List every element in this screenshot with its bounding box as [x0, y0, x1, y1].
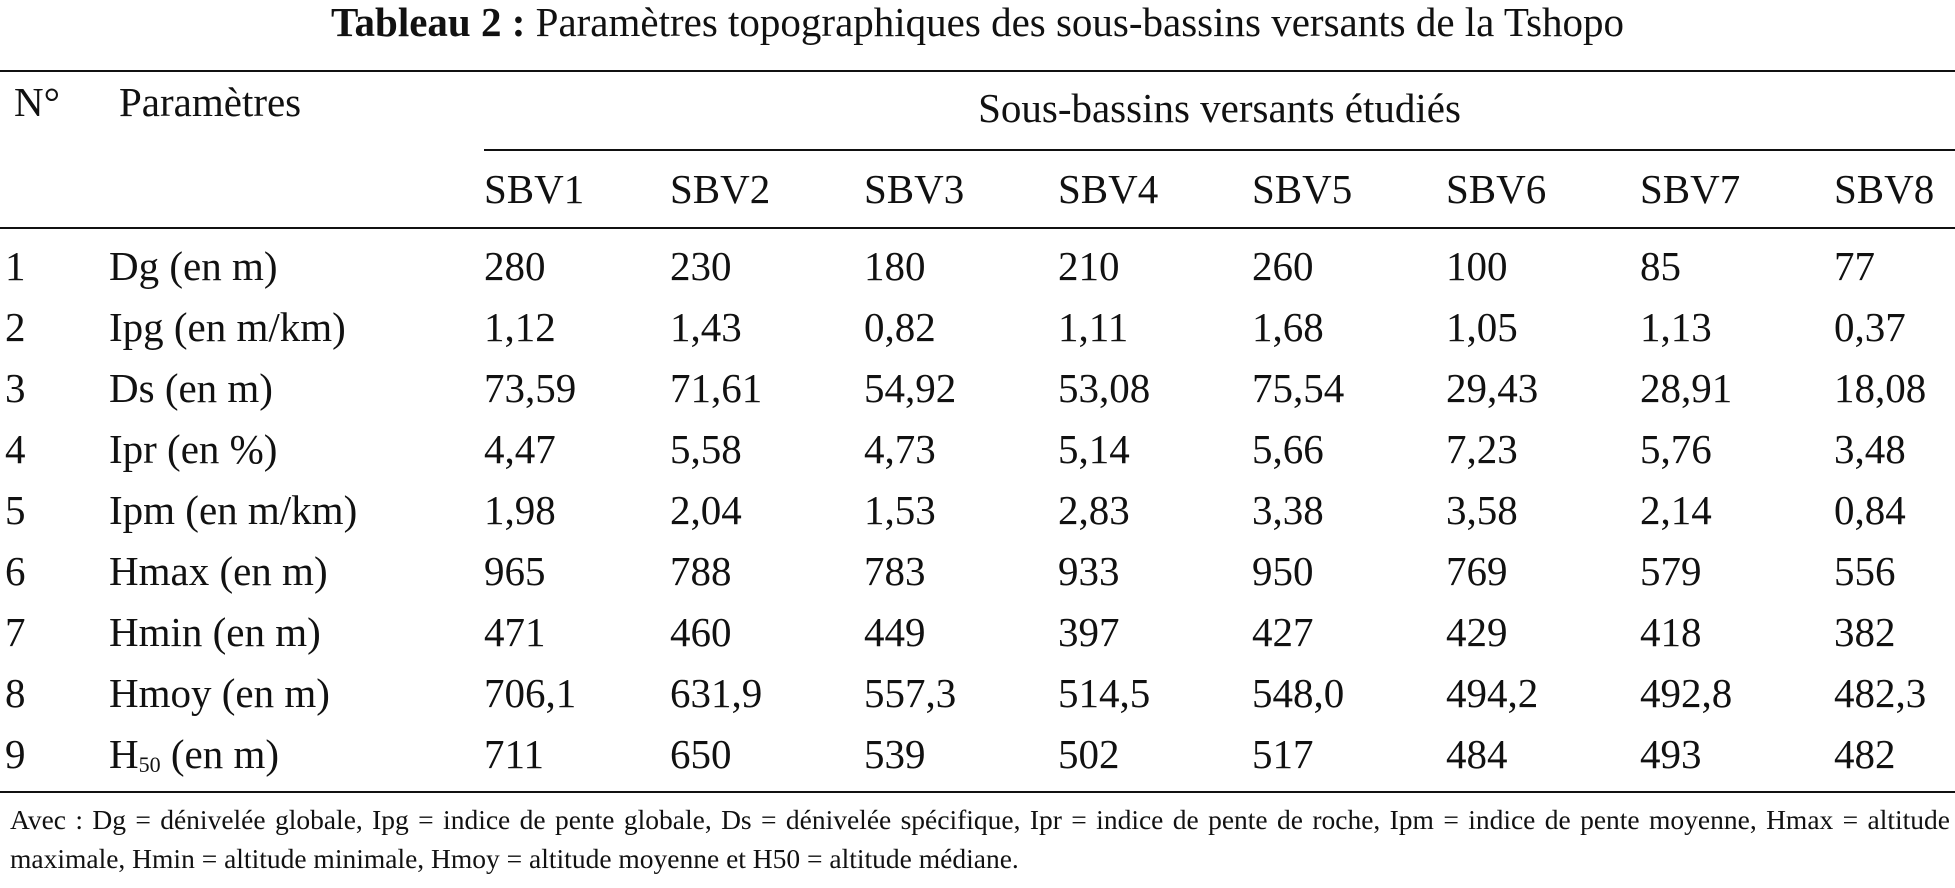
- cell-sbv6: 769: [1446, 548, 1508, 594]
- cell-sbv8: 556: [1834, 548, 1896, 594]
- row-parameter: Ds (en m): [109, 365, 273, 411]
- cell-sbv3: 54,92: [864, 365, 957, 411]
- row-parameter: [109, 732, 279, 787]
- row-number: 8: [5, 670, 26, 716]
- cell-sbv6: 100: [1446, 243, 1508, 289]
- cell-sbv6: 3,58: [1446, 487, 1518, 533]
- cell-sbv8: 382: [1834, 609, 1896, 655]
- row-number: 2: [5, 304, 26, 350]
- cell-sbv8: 77: [1834, 243, 1875, 289]
- cell-sbv5: 1,68: [1252, 304, 1324, 350]
- header-group-subbasins: Sous-bassins versants étudiés: [978, 85, 1461, 131]
- cell-sbv6: 494,2: [1446, 670, 1539, 716]
- row-parameter: Ipg (en m/km): [109, 304, 346, 350]
- cell-sbv3: 0,82: [864, 304, 936, 350]
- row-number: 5: [5, 487, 26, 533]
- row-number: 6: [5, 548, 26, 594]
- cell-sbv7: 5,76: [1640, 426, 1712, 472]
- cell-sbv2: 788: [670, 548, 732, 594]
- header-parameters: Paramètres: [119, 79, 302, 125]
- cell-sbv6: 29,43: [1446, 365, 1539, 411]
- row-parameter: Hmin (en m): [109, 609, 321, 655]
- cell-sbv4: 2,83: [1058, 487, 1130, 533]
- row-parameter-subscript: 50: [138, 752, 161, 777]
- cell-sbv4: 933: [1058, 548, 1120, 594]
- cell-sbv2: 460: [670, 609, 732, 655]
- cell-sbv1: 706,1: [484, 670, 577, 716]
- row-parameter-main: H: [109, 731, 139, 777]
- cell-sbv5: 75,54: [1252, 365, 1345, 411]
- table-top-rule: [0, 70, 1955, 72]
- row-number: 3: [5, 365, 26, 411]
- cell-sbv1: 711: [484, 731, 544, 777]
- cell-sbv7: 493: [1640, 731, 1702, 777]
- column-header-sbv8: SBV8: [1834, 166, 1935, 212]
- cell-sbv4: 397: [1058, 609, 1120, 655]
- cell-sbv4: 502: [1058, 731, 1120, 777]
- table-row: [0, 602, 1955, 663]
- cell-sbv8: 0,37: [1834, 304, 1906, 350]
- row-number: 7: [5, 609, 26, 655]
- row-number: 1: [5, 243, 26, 289]
- cell-sbv3: 539: [864, 731, 926, 777]
- cell-sbv1: 1,12: [484, 304, 556, 350]
- cell-sbv7: 85: [1640, 243, 1681, 289]
- column-header-sbv2: SBV2: [670, 166, 771, 212]
- cell-sbv1: 1,98: [484, 487, 556, 533]
- cell-sbv2: 650: [670, 731, 732, 777]
- cell-sbv7: 579: [1640, 548, 1702, 594]
- column-header-sbv1: SBV1: [484, 166, 585, 212]
- cell-sbv2: 71,61: [670, 365, 763, 411]
- table-caption-text: Paramètres topographiques des sous-bassins versants de la Tshopo: [535, 0, 1625, 45]
- cell-sbv3: 180: [864, 243, 926, 289]
- cell-sbv8: 3,48: [1834, 426, 1906, 472]
- cell-sbv2: 1,43: [670, 304, 742, 350]
- cell-sbv8: 18,08: [1834, 365, 1927, 411]
- column-header-sbv7: SBV7: [1640, 166, 1741, 212]
- cell-sbv4: 5,14: [1058, 426, 1130, 472]
- cell-sbv2: 5,58: [670, 426, 742, 472]
- cell-sbv7: 2,14: [1640, 487, 1712, 533]
- cell-sbv3: 783: [864, 548, 926, 594]
- cell-sbv7: 1,13: [1640, 304, 1712, 350]
- row-parameter: Ipr (en %): [109, 426, 278, 472]
- cell-sbv8: 0,84: [1834, 487, 1906, 533]
- table-caption-label: Tableau 2 :: [330, 0, 526, 45]
- cell-sbv5: 260: [1252, 243, 1314, 289]
- cell-sbv6: 429: [1446, 609, 1508, 655]
- table-row: [0, 297, 1955, 358]
- row-parameter: Ipm (en m/km): [109, 487, 358, 533]
- table-row: [0, 541, 1955, 602]
- cell-sbv2: 230: [670, 243, 732, 289]
- cell-sbv3: 557,3: [864, 670, 957, 716]
- row-number: 9: [5, 731, 26, 777]
- row-parameter: Dg (en m): [109, 243, 278, 289]
- table-row: [0, 480, 1955, 541]
- cell-sbv1: 965: [484, 548, 546, 594]
- cell-sbv6: 1,05: [1446, 304, 1518, 350]
- cell-sbv1: 73,59: [484, 365, 577, 411]
- cell-sbv6: 484: [1446, 731, 1508, 777]
- table-footnote: Avec : Dg = dénivelée globale, Ipg = indice de pente globale, Ds = dénivelée spécifique, Ipr = indice de pente de roche, Ipm = indice de pente moyenne, Hmax = altitude maximale, Hmin = altitude minimale, Hmoy = altitude moyenne et H50 = altitude médiane.: [10, 804, 1950, 874]
- row-parameter-unit: (en m): [160, 731, 280, 777]
- table-row: [0, 663, 1955, 724]
- cell-sbv5: 950: [1252, 548, 1314, 594]
- header-columns-row: [0, 149, 1955, 210]
- cell-sbv7: 418: [1640, 609, 1702, 655]
- cell-sbv1: 471: [484, 609, 546, 655]
- table-row: [0, 724, 1955, 785]
- table-row: [0, 358, 1955, 419]
- header-bottom-rule: [0, 227, 1955, 229]
- cell-sbv6: 7,23: [1446, 426, 1518, 472]
- cell-sbv5: 3,38: [1252, 487, 1324, 533]
- cell-sbv5: 548,0: [1252, 670, 1345, 716]
- cell-sbv4: 210: [1058, 243, 1120, 289]
- cell-sbv4: 1,11: [1058, 304, 1129, 350]
- cell-sbv3: 449: [864, 609, 926, 655]
- column-header-sbv3: SBV3: [864, 166, 965, 212]
- cell-sbv5: 517: [1252, 731, 1314, 777]
- cell-sbv2: 631,9: [670, 670, 763, 716]
- cell-sbv7: 492,8: [1640, 670, 1733, 716]
- cell-sbv4: 53,08: [1058, 365, 1151, 411]
- cell-sbv5: 427: [1252, 609, 1314, 655]
- cell-sbv8: 482,3: [1834, 670, 1927, 716]
- column-header-sbv4: SBV4: [1058, 166, 1159, 212]
- cell-sbv4: 514,5: [1058, 670, 1151, 716]
- row-parameter: Hmoy (en m): [109, 670, 330, 716]
- table-bottom-rule: [0, 791, 1955, 793]
- cell-sbv3: 1,53: [864, 487, 936, 533]
- table-row: [0, 419, 1955, 480]
- row-number: 4: [5, 426, 26, 472]
- cell-sbv3: 4,73: [864, 426, 936, 472]
- cell-sbv7: 28,91: [1640, 365, 1733, 411]
- header-number: N°: [14, 79, 61, 125]
- column-header-sbv6: SBV6: [1446, 166, 1547, 212]
- cell-sbv2: 2,04: [670, 487, 742, 533]
- row-parameter: Hmax (en m): [109, 548, 328, 594]
- cell-sbv1: 4,47: [484, 426, 556, 472]
- cell-sbv8: 482: [1834, 731, 1896, 777]
- column-header-sbv5: SBV5: [1252, 166, 1353, 212]
- table-row: [0, 236, 1955, 297]
- cell-sbv1: 280: [484, 243, 546, 289]
- table-caption: [0, 0, 1955, 44]
- cell-sbv5: 5,66: [1252, 426, 1324, 472]
